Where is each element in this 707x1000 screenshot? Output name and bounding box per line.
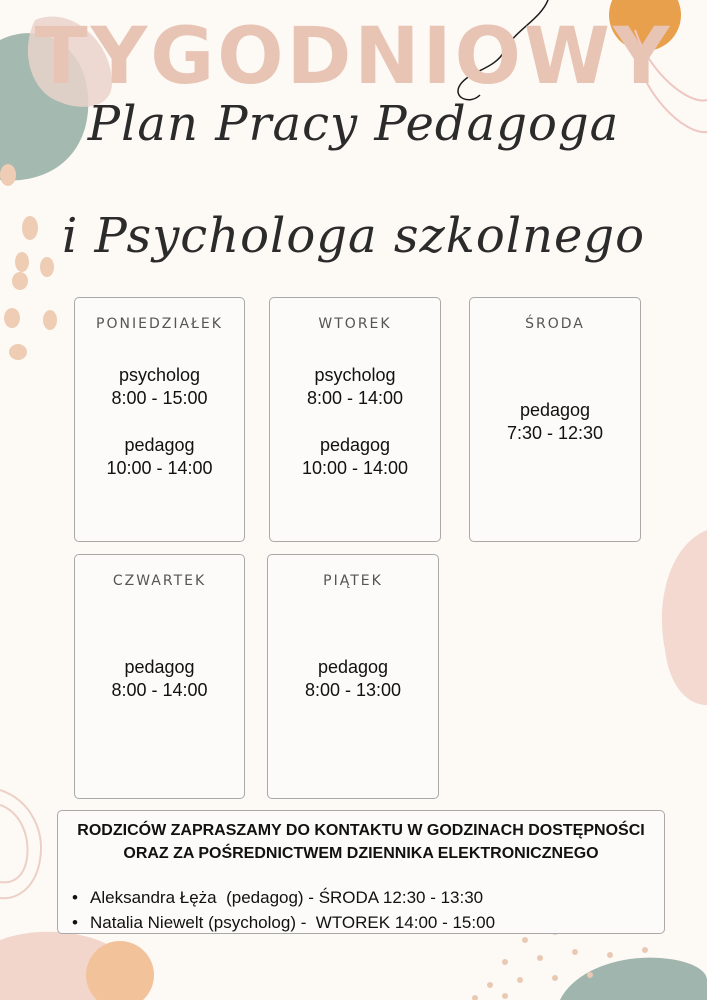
day-card-friday (267, 554, 439, 799)
entry-role: psycholog (118, 365, 201, 385)
entry-hours: 8:00 - 15:00 (111, 388, 208, 408)
day-card-thursday (74, 554, 245, 799)
notice-line-1: RODZICÓW ZAPRASZAMY DO KONTAKTU W GODZINACH DOSTĘPNOŚCI (77, 822, 645, 839)
contact-item (72, 885, 495, 910)
rings-bottom-left (0, 790, 41, 898)
page-title: TYGODNIOWY (34, 12, 673, 102)
day-card-monday (74, 297, 245, 542)
bullet-icon: • (72, 888, 78, 907)
contact-item (72, 910, 495, 935)
day-label: WTOREK (318, 316, 392, 332)
day-label: PONIEDZIAŁEK (96, 316, 223, 332)
day-card-wednesday (469, 297, 641, 542)
contact-list (72, 885, 495, 935)
contact-text: Natalia Niewelt (psycholog) - WTOREK 14:00 - 15:00 (90, 913, 496, 932)
subtitle-line-2: i Psychologa szkolnego (61, 208, 646, 264)
sage-blob-bottom-right (560, 958, 707, 1000)
subtitle-line-1: Plan Pracy Pedagoga (87, 96, 620, 152)
entry-role: psycholog (314, 365, 396, 385)
blush-blob-right (662, 530, 707, 705)
bullet-icon: • (72, 913, 78, 932)
day-card-tuesday (269, 297, 441, 542)
notice-heading (58, 819, 664, 865)
entry-role: pedagog (124, 657, 195, 677)
entry-role: pedagog (317, 657, 389, 677)
entry-role: pedagog (124, 435, 195, 455)
peach-dots-left (0, 164, 57, 360)
entry-hours: 7:30 - 12:30 (506, 423, 604, 443)
entry-role: pedagog (319, 435, 391, 455)
contact-text: Aleksandra Łęża (pedagog) - ŚRODA 12:30 - 13:30 (90, 888, 484, 907)
entry-hours: 8:00 - 14:00 (306, 388, 404, 408)
entry-hours: 10:00 - 14:00 (106, 458, 213, 478)
entry-role: pedagog (519, 400, 591, 420)
notice-line-2: ORAZ ZA POŚREDNICTWEM DZIENNIKA ELEKTRONICZNEGO (123, 845, 599, 862)
day-label: CZWARTEK (112, 573, 207, 589)
entry-hours: 10:00 - 14:00 (301, 458, 409, 478)
entry-hours: 8:00 - 13:00 (304, 680, 402, 700)
day-label: ŚRODA (525, 316, 585, 332)
day-label: PIĄTEK (323, 573, 383, 589)
contact-notice (57, 810, 665, 934)
entry-hours: 8:00 - 14:00 (111, 680, 208, 700)
